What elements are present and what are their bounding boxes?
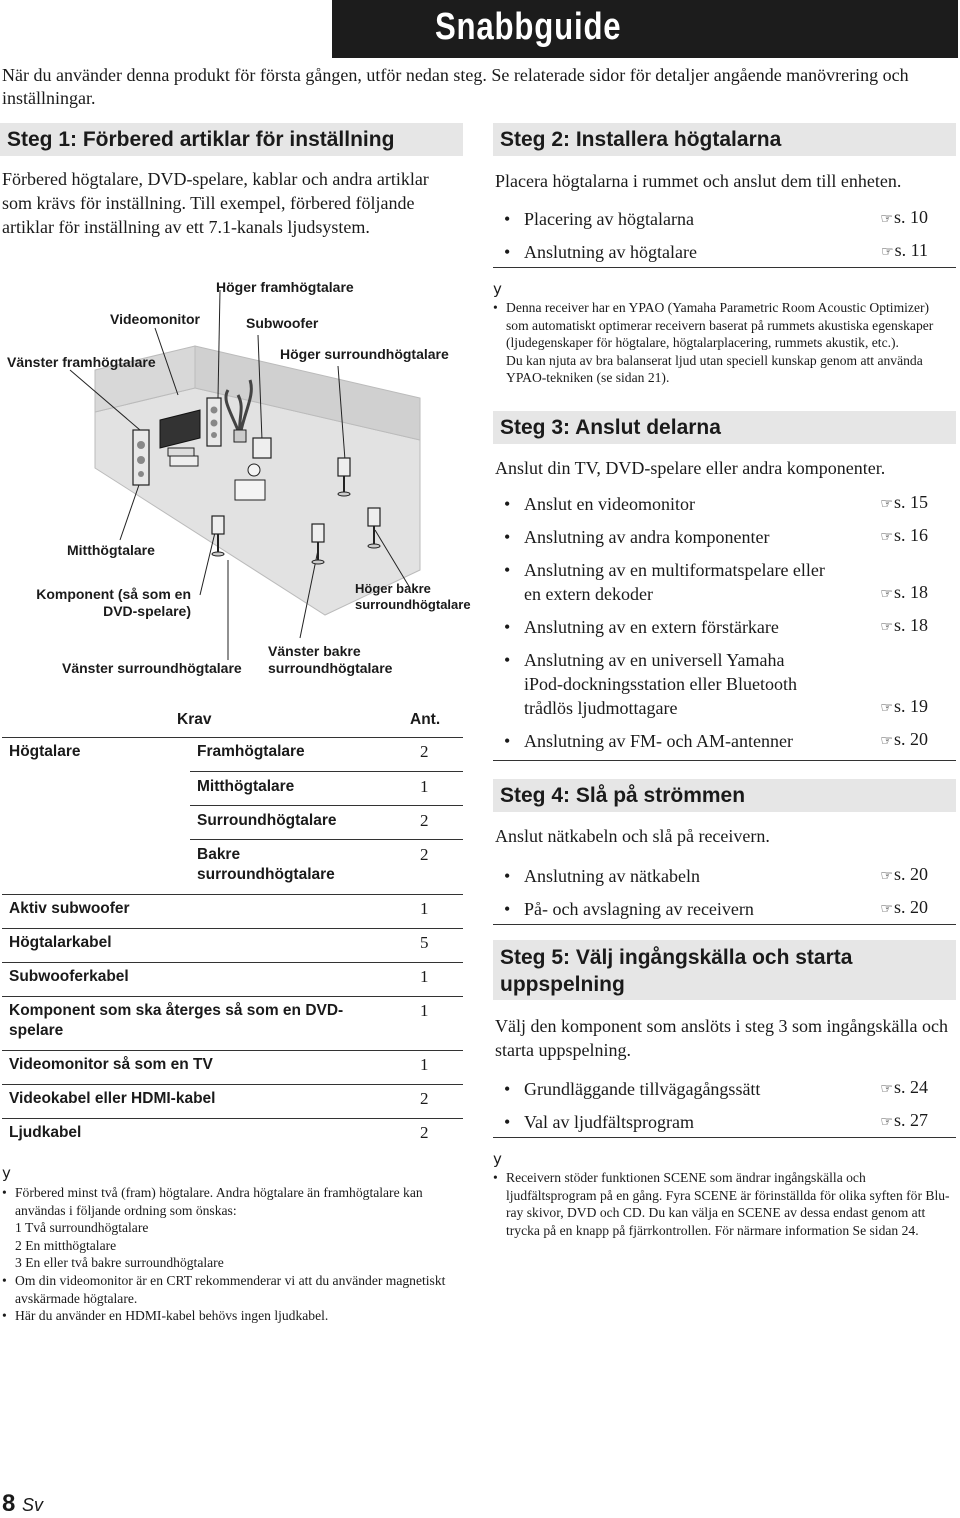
front-left-speaker [133, 430, 149, 485]
list-item-label: Anslutning av en universell Yamaha iPod-dockningsstation eller Bluetooth trådlös ljudmottagare [524, 650, 797, 718]
table-cell-category: Videomonitor så som en TV [9, 1056, 213, 1073]
step4-text: Anslut nätkabeln och slå på receivern. [495, 826, 770, 846]
page-reference [880, 523, 928, 549]
label-video-monitor: Videomonitor [110, 311, 200, 327]
tip-bullet: • Förbered minst två (fram) högtalare. Andra högtalare än framhögtalare kan användas i följande ordning som önskas: [2, 1184, 462, 1219]
table-cell-qty: 2 [420, 1089, 429, 1108]
page-reference [880, 1104, 928, 1139]
tip-subitem: 2 En mitthögtalare [15, 1237, 117, 1253]
list-item [493, 1073, 956, 1106]
list-item [493, 615, 956, 639]
page-title: Snabbguide [434, 6, 622, 48]
label-front-right: Höger framhögtalare [216, 279, 354, 295]
step1-text: Förbered högtalare, DVD-spelare, kablar och andra artiklar som krävs för inställning. Till exempel, förbered följande artiklar för inställning av ett 7.1-kanals ljudsystem. [2, 169, 429, 237]
table-divider [190, 839, 463, 840]
table-cell-category: Aktiv subwoofer [9, 900, 130, 917]
page-reference [880, 580, 928, 606]
label-surround-back-left: Vänster bakre surroundhögtalare [268, 643, 393, 676]
list-item-label: På- och avslagning av receivern [524, 899, 754, 919]
tip-subitem: 3 En eller två bakre surroundhögtalare [15, 1255, 224, 1271]
page-ref-text: s. 18 [893, 615, 928, 635]
list-item-label: Anslutning av en multiformatspelare eller en extern dekoder [524, 560, 825, 604]
pointing-hand-icon: ☞ [880, 619, 893, 635]
table-cell-item: Bakre surroundhögtalare [197, 846, 335, 883]
page-reference [880, 858, 928, 893]
tip-bullet: • Här du använder en HDMI-kabel behövs ingen ljudkabel. [2, 1307, 462, 1325]
pointing-hand-icon: ☞ [880, 901, 893, 917]
step2-tip [493, 299, 953, 387]
step5-list [493, 1073, 956, 1139]
table-cell-category: Högtalare [9, 743, 81, 760]
pointing-hand-icon: ☞ [880, 211, 893, 227]
page-reference [880, 613, 928, 639]
list-item-label: Anslutning av en extern förstärkare [524, 617, 779, 637]
page-reference [880, 891, 928, 926]
page-ref-text: s. 10 [893, 207, 928, 227]
step5-list-border [493, 1137, 956, 1138]
table-divider [2, 962, 463, 963]
step4-list [493, 860, 956, 926]
step5-tip [493, 1169, 953, 1239]
label-surround-left: Vänster surroundhögtalare [62, 660, 242, 676]
table-cell-item: Mitthögtalare [197, 778, 295, 795]
page-reference [881, 234, 928, 269]
table-cell-item: Framhögtalare [197, 743, 305, 760]
label-component: Komponent (så som en DVD-spelare) [36, 586, 191, 619]
step2-list [493, 203, 956, 269]
list-item-label: Anslutning av nätkabeln [524, 866, 700, 886]
table-cell-qty: 2 [420, 1123, 429, 1142]
page-number [2, 1490, 43, 1518]
title-bar [332, 0, 958, 58]
step4-heading: Steg 4: Slå på strömmen [493, 779, 956, 812]
list-item-label: Anslutning av andra komponenter [524, 527, 770, 547]
list-item [493, 860, 956, 893]
pointing-hand-icon: ☞ [880, 529, 893, 545]
tip-bullet: • Om din videomonitor är en CRT rekommenderar vi att du använder magnetiskt avskärmade högtalare. [2, 1272, 462, 1307]
page-reference [880, 1071, 928, 1106]
intro-text: När du använder denna produkt för första gången, utför nedan steg. Se relaterade sidor för detaljer angående manövrering och inställningar. [2, 65, 909, 108]
step3-list [493, 492, 956, 753]
table-cell-category: Högtalarkabel [9, 934, 112, 951]
pointing-hand-icon: ☞ [880, 868, 893, 884]
step1-heading: Steg 1: Förbered artiklar för inställning [0, 123, 463, 156]
list-item [493, 1106, 956, 1139]
tip-bullet: • Receivern stöder funktionen SCENE som ändrar ingångskälla och ljudfältsprogram på en gång. Fyra SCENE är förinställda för olika syften för Blu-ray skivor, DVD och CD. Du kan välja en SCENE av dessa endast genom att trycka på en knapp på fjärrkontrollen. För närmare information Se sidan 24. [493, 1169, 953, 1239]
page-ref-text: s. 24 [893, 1077, 928, 1097]
label-surround-right: Höger surroundhögtalare [280, 346, 449, 362]
table-divider [2, 1050, 463, 1051]
table-divider [2, 1084, 463, 1085]
table-divider [2, 996, 463, 997]
step2-text: Placera högtalarna i rummet och anslut dem till enheten. [495, 171, 902, 191]
label-surround-back-right: Höger bakre surroundhögtalare [355, 581, 471, 612]
table-cell-qty: 1 [420, 967, 429, 986]
table-cell-qty: 1 [420, 1001, 429, 1020]
table-cell-category: Komponent som ska återges så som en DVD-spelare [9, 1002, 344, 1039]
pointing-hand-icon: ☞ [880, 1081, 893, 1097]
table-cell-qty: 1 [420, 777, 429, 796]
pointing-hand-icon: ☞ [880, 733, 893, 749]
list-item-label: Val av ljudfältsprogram [524, 1112, 694, 1132]
label-subwoofer: Subwoofer [246, 315, 319, 331]
step1-tips [2, 1184, 462, 1325]
page-ref-text: s. 20 [893, 864, 928, 884]
page-reference [880, 727, 928, 753]
list-item [493, 203, 956, 236]
table-cell-qty: 2 [420, 742, 429, 761]
speaker-room-diagram [0, 270, 470, 690]
list-item-label: Placering av högtalarna [524, 209, 694, 229]
table-cell-category: Videokabel eller HDMI-kabel [9, 1090, 216, 1107]
table-divider [2, 928, 463, 929]
list-item [493, 558, 956, 606]
list-item [493, 893, 956, 926]
step5-text: Välj den komponent som anslöts i steg 3 som ingångskälla och starta uppspelning. [495, 1016, 948, 1060]
table-cell-category: Subwooferkabel [9, 968, 129, 985]
step2-heading: Steg 2: Installera högtalarna [493, 123, 956, 156]
page-reference [880, 694, 928, 720]
page-reference [880, 490, 928, 516]
page-reference [880, 201, 928, 236]
tip-subitem: Du kan njuta av bra balanserat ljud utan speciell kunskap genom att använda YPAO-tekniken (se sidan 21). [506, 352, 923, 386]
page-ref-text: s. 20 [893, 897, 928, 917]
step4-list-border [493, 924, 956, 925]
tip-subitem: 1 Två surroundhögtalare [15, 1220, 149, 1236]
subwoofer-box [253, 438, 271, 458]
list-item-label: Anslutning av FM- och AM-antenner [524, 731, 793, 751]
list-item [493, 236, 956, 269]
table-divider [2, 737, 463, 738]
page-ref-text: s. 20 [893, 729, 928, 749]
front-right-speaker [207, 398, 221, 446]
page-number-value: 8 [2, 1490, 16, 1517]
step3-text: Anslut din TV, DVD-spelare eller andra komponenter. [495, 458, 886, 478]
label-center: Mitthögtalare [67, 542, 155, 558]
page-ref-text: s. 18 [893, 582, 928, 602]
list-item [493, 492, 956, 516]
list-item-label: Anslut en videomonitor [524, 494, 695, 514]
tip-icon: y [2, 1164, 11, 1182]
label-front-left: Vänster framhögtalare [7, 354, 156, 370]
table-header-ant: Ant. [410, 711, 441, 728]
table-divider [2, 894, 463, 895]
table-cell-qty: 5 [420, 933, 429, 952]
table-cell-category: Ljudkabel [9, 1124, 82, 1141]
pointing-hand-icon: ☞ [880, 496, 893, 512]
step3-list-border [493, 760, 956, 761]
table-cell-qty: 1 [420, 1055, 429, 1074]
pointing-hand-icon: ☞ [880, 586, 893, 602]
page-ref-text: s. 19 [893, 696, 928, 716]
page-ref-text: s. 27 [893, 1110, 928, 1130]
table-cell-qty: 2 [420, 811, 429, 830]
table-header-krav: Krav [177, 711, 212, 728]
list-item [493, 729, 956, 753]
table-cell-qty: 2 [420, 845, 429, 864]
page-ref-text: s. 15 [893, 492, 928, 512]
tip-icon: y [493, 280, 502, 298]
step3-heading: Steg 3: Anslut delarna [493, 411, 956, 444]
language-code: Sv [22, 1495, 44, 1515]
pointing-hand-icon: ☞ [881, 244, 894, 260]
list-item-label: Grundläggande tillvägagångssätt [524, 1079, 761, 1099]
step5-heading: Steg 5: Välj ingångskälla och starta uppspelning [493, 940, 956, 1000]
tip-bullet: • Denna receiver har en YPAO (Yamaha Parametric Room Acoustic Optimizer) som automatiskt optimerar receivern baserat på rummets akustiska egenskaper (ljudegenskaper för högtalare, högtalarplacering, rummets akustik, etc.). [493, 299, 953, 352]
page-ref-text: s. 11 [894, 240, 928, 260]
table-cell-item: Surroundhögtalare [197, 812, 337, 829]
tip-icon: y [493, 1150, 502, 1168]
list-item-label: Anslutning av högtalare [524, 242, 697, 262]
list-item [493, 525, 956, 549]
table-cell-qty: 1 [420, 899, 429, 918]
table-divider [190, 771, 463, 772]
list-item [493, 648, 956, 720]
pointing-hand-icon: ☞ [880, 1114, 893, 1130]
pointing-hand-icon: ☞ [880, 700, 893, 716]
step2-list-border [493, 267, 956, 268]
table-divider [190, 805, 463, 806]
table-divider [2, 1118, 463, 1119]
page-ref-text: s. 16 [893, 525, 928, 545]
